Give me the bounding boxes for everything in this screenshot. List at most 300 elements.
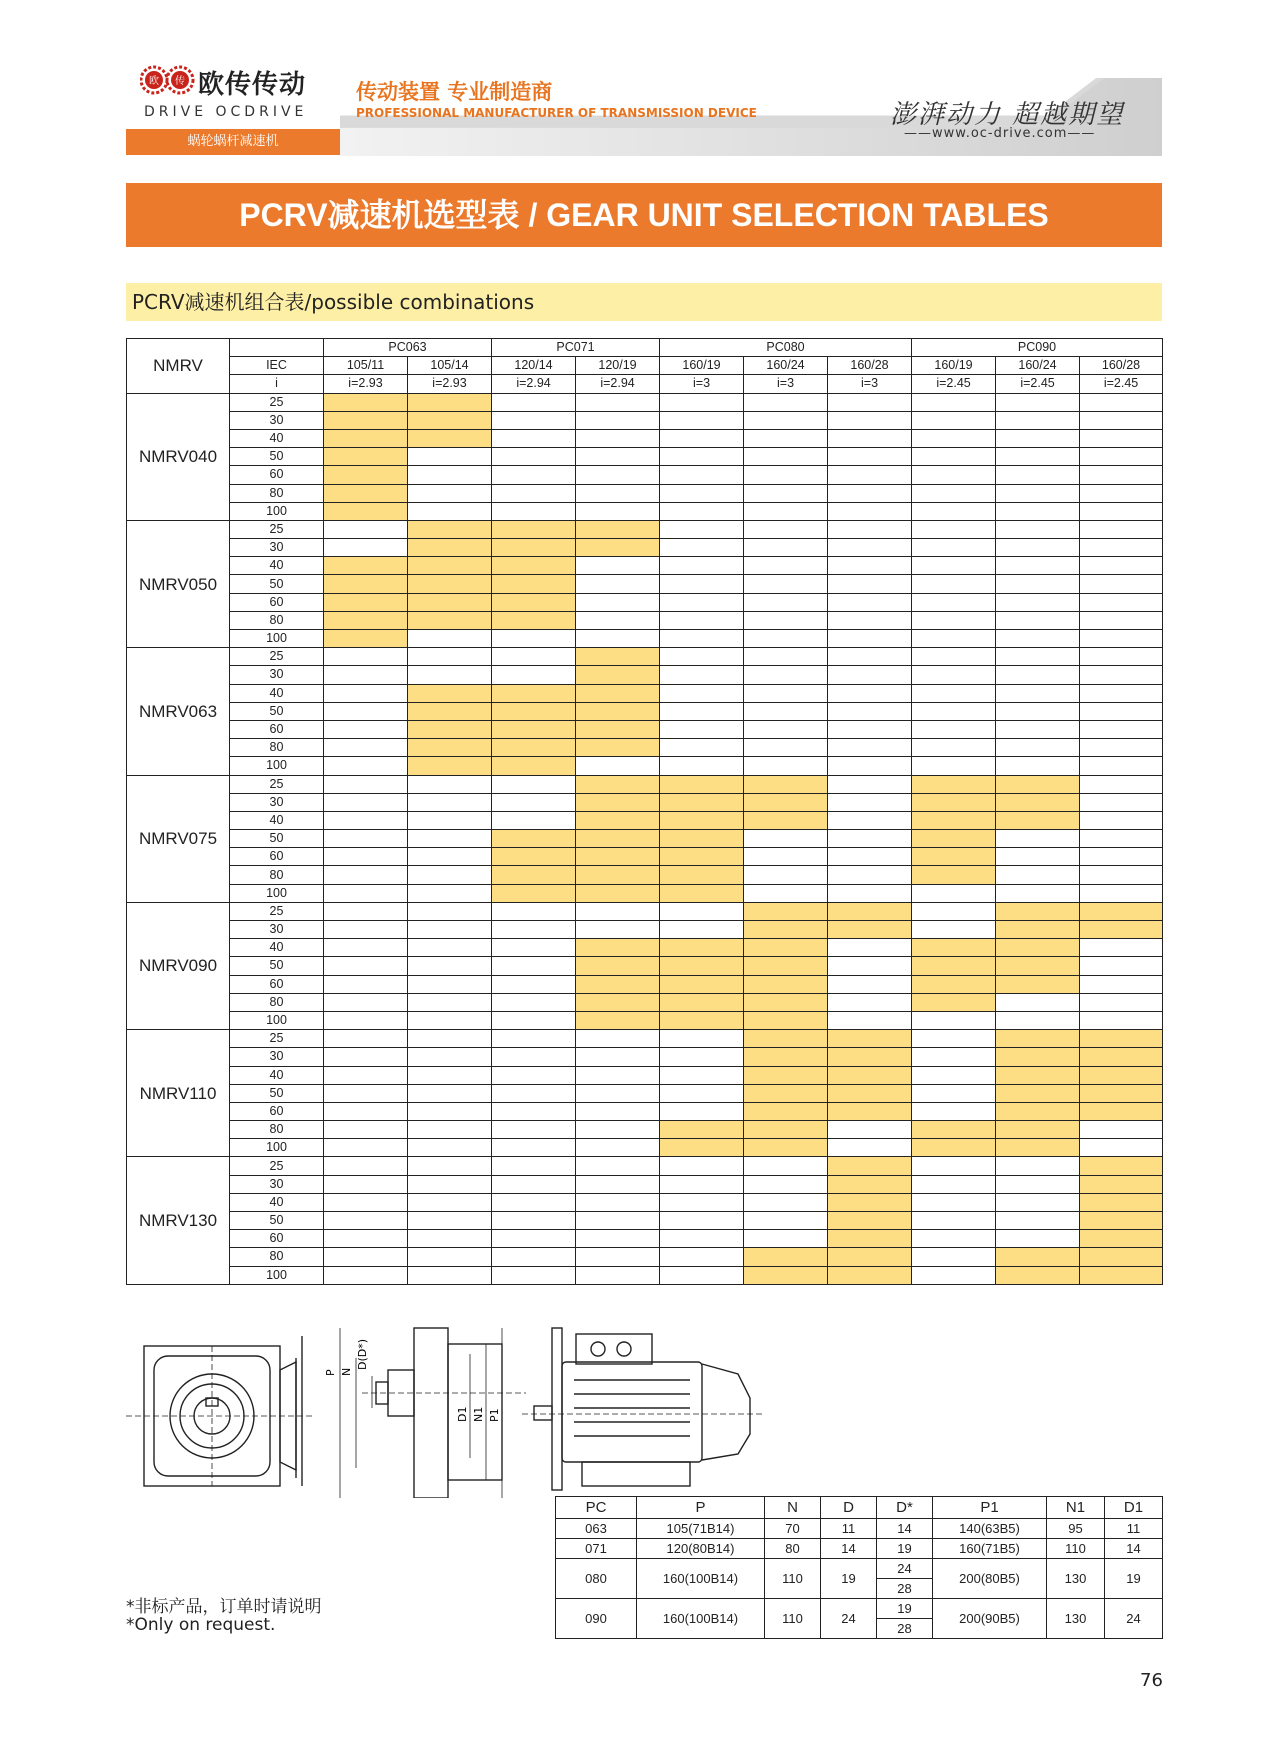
combo-cell-available bbox=[744, 1030, 828, 1048]
ratio-value: 40 bbox=[230, 684, 324, 702]
combo-cell-empty bbox=[744, 666, 828, 684]
combo-cell-empty bbox=[408, 666, 492, 684]
combo-cell-empty bbox=[324, 1030, 408, 1048]
combo-cell-empty bbox=[408, 1084, 492, 1102]
gear-ratio-header: i=3 bbox=[744, 375, 828, 393]
combo-cell-empty bbox=[660, 557, 744, 575]
combo-cell-empty bbox=[660, 739, 744, 757]
combo-cell-available bbox=[744, 975, 828, 993]
combo-cell-empty bbox=[996, 1175, 1080, 1193]
combo-cell-empty bbox=[492, 811, 576, 829]
section-subtitle: PCRV减速机组合表/possible combinations bbox=[126, 283, 1162, 321]
combo-cell-available bbox=[660, 939, 744, 957]
combo-cell-available bbox=[1080, 1175, 1163, 1193]
combo-cell-empty bbox=[660, 684, 744, 702]
combo-cell-available bbox=[912, 830, 996, 848]
combo-cell-available bbox=[576, 884, 660, 902]
combo-cell-empty bbox=[576, 1066, 660, 1084]
combo-cell-empty bbox=[660, 466, 744, 484]
table-row bbox=[127, 1066, 1163, 1084]
combo-cell-available bbox=[828, 1066, 912, 1084]
ratio-value: 80 bbox=[230, 484, 324, 502]
combo-cell-empty bbox=[492, 1048, 576, 1066]
tagline-en: PROFESSIONAL MANUFACTURER OF TRANSMISSION DEVICE bbox=[356, 106, 757, 120]
combo-cell-empty bbox=[912, 1248, 996, 1266]
iec-header: 160/24 bbox=[996, 357, 1080, 375]
combo-cell-available bbox=[576, 520, 660, 538]
combo-cell-empty bbox=[996, 557, 1080, 575]
combo-cell-empty bbox=[492, 957, 576, 975]
combo-cell-empty bbox=[1080, 848, 1163, 866]
model-name: NMRV075 bbox=[127, 775, 230, 902]
combo-cell-empty bbox=[324, 739, 408, 757]
combo-cell-available bbox=[324, 611, 408, 629]
combo-cell-empty bbox=[660, 666, 744, 684]
blank-cell bbox=[230, 339, 324, 357]
combo-cell-available bbox=[912, 848, 996, 866]
ratio-value: 60 bbox=[230, 848, 324, 866]
combo-cell-empty bbox=[996, 720, 1080, 738]
combo-cell-empty bbox=[408, 1248, 492, 1266]
combo-cell-empty bbox=[492, 1230, 576, 1248]
combo-cell-available bbox=[408, 575, 492, 593]
combo-cell-empty bbox=[912, 902, 996, 920]
combo-cell-empty bbox=[1080, 1121, 1163, 1139]
dims-cell-p1: 140(63B5) bbox=[933, 1519, 1047, 1539]
combo-cell-empty bbox=[408, 848, 492, 866]
combo-cell-available bbox=[744, 902, 828, 920]
ratio-value: 30 bbox=[230, 1175, 324, 1193]
ratio-value: 25 bbox=[230, 1157, 324, 1175]
combo-cell-empty bbox=[912, 1102, 996, 1120]
dims-cell-p: 120(80B14) bbox=[637, 1539, 765, 1559]
gearbox-front-drawing bbox=[126, 1336, 312, 1486]
combo-cell-available bbox=[996, 902, 1080, 920]
combo-cell-empty bbox=[576, 1266, 660, 1284]
combo-cell-available bbox=[576, 648, 660, 666]
ratio-value: 100 bbox=[230, 884, 324, 902]
combo-cell-empty bbox=[828, 884, 912, 902]
iec-label: IEC bbox=[230, 357, 324, 375]
table-row bbox=[127, 1011, 1163, 1029]
ratio-value: 50 bbox=[230, 702, 324, 720]
combo-cell-available bbox=[408, 557, 492, 575]
dims-header: D* bbox=[877, 1497, 933, 1519]
combo-cell-empty bbox=[996, 575, 1080, 593]
combo-cell-available bbox=[744, 811, 828, 829]
combo-cell-available bbox=[492, 866, 576, 884]
combo-cell-available bbox=[660, 1139, 744, 1157]
website: ——www.oc-drive.com—— bbox=[904, 126, 1096, 141]
combo-cell-empty bbox=[828, 775, 912, 793]
combo-cell-empty bbox=[1080, 648, 1163, 666]
combo-cell-available bbox=[828, 1084, 912, 1102]
combo-cell-available bbox=[408, 611, 492, 629]
group-header: PC080 bbox=[660, 339, 912, 357]
dims-cell-d1: 24 bbox=[1105, 1599, 1163, 1639]
combo-cell-empty bbox=[324, 1266, 408, 1284]
combo-cell-empty bbox=[408, 484, 492, 502]
combo-cell-available bbox=[576, 957, 660, 975]
combo-cell-empty bbox=[996, 739, 1080, 757]
table-row bbox=[127, 811, 1163, 829]
combo-cell-empty bbox=[828, 975, 912, 993]
combo-cell-empty bbox=[660, 902, 744, 920]
combo-cell-empty bbox=[408, 866, 492, 884]
combo-cell-available bbox=[996, 1248, 1080, 1266]
combo-cell-empty bbox=[744, 593, 828, 611]
combo-cell-empty bbox=[492, 1030, 576, 1048]
table-row bbox=[127, 848, 1163, 866]
ratio-value: 100 bbox=[230, 502, 324, 520]
combo-cell-empty bbox=[744, 539, 828, 557]
ratio-value: 25 bbox=[230, 648, 324, 666]
combo-cell-empty bbox=[408, 830, 492, 848]
combo-cell-available bbox=[660, 957, 744, 975]
combo-cell-available bbox=[576, 720, 660, 738]
dim-label-d1: D1 bbox=[456, 1406, 469, 1422]
combo-cell-empty bbox=[1080, 720, 1163, 738]
combo-cell-empty bbox=[576, 611, 660, 629]
combo-cell-empty bbox=[828, 630, 912, 648]
combo-cell-empty bbox=[1080, 684, 1163, 702]
dim-label-p: P bbox=[324, 1369, 337, 1376]
combo-cell-empty bbox=[1080, 575, 1163, 593]
combo-cell-empty bbox=[1080, 884, 1163, 902]
dims-header: N bbox=[765, 1497, 821, 1519]
combo-cell-empty bbox=[828, 666, 912, 684]
combo-cell-empty bbox=[828, 429, 912, 447]
combo-cell-available bbox=[576, 811, 660, 829]
combo-cell-empty bbox=[492, 1139, 576, 1157]
combo-cell-available bbox=[996, 1066, 1080, 1084]
combo-cell-empty bbox=[576, 502, 660, 520]
combo-cell-available bbox=[828, 1248, 912, 1266]
ratio-value: 30 bbox=[230, 539, 324, 557]
combo-cell-available bbox=[576, 684, 660, 702]
combo-cell-empty bbox=[912, 1230, 996, 1248]
combo-cell-available bbox=[1080, 1048, 1163, 1066]
combo-cell-empty bbox=[744, 1230, 828, 1248]
combo-cell-empty bbox=[912, 466, 996, 484]
combo-cell-empty bbox=[744, 575, 828, 593]
combo-cell-empty bbox=[492, 648, 576, 666]
iec-header: 160/28 bbox=[1080, 357, 1163, 375]
table-row bbox=[127, 939, 1163, 957]
combo-cell-empty bbox=[408, 939, 492, 957]
combo-cell-available bbox=[1080, 1102, 1163, 1120]
combo-cell-empty bbox=[324, 775, 408, 793]
combo-cell-empty bbox=[324, 1102, 408, 1120]
gear-ratio-header: i=2.93 bbox=[408, 375, 492, 393]
combo-cell-available bbox=[492, 611, 576, 629]
combo-cell-empty bbox=[912, 520, 996, 538]
ratio-value: 60 bbox=[230, 720, 324, 738]
page-title: PCRV减速机选型表 / GEAR UNIT SELECTION TABLES bbox=[126, 183, 1162, 247]
ratio-value: 40 bbox=[230, 811, 324, 829]
combo-cell-empty bbox=[996, 993, 1080, 1011]
combo-cell-empty bbox=[492, 466, 576, 484]
combo-cell-empty bbox=[912, 1212, 996, 1230]
model-name: NMRV130 bbox=[127, 1157, 230, 1284]
combo-cell-empty bbox=[576, 466, 660, 484]
table-row bbox=[127, 1102, 1163, 1120]
model-name: NMRV040 bbox=[127, 393, 230, 520]
combo-cell-empty bbox=[744, 702, 828, 720]
combo-cell-empty bbox=[1080, 1011, 1163, 1029]
table-row bbox=[127, 411, 1163, 429]
iec-header: 160/28 bbox=[828, 357, 912, 375]
combo-cell-empty bbox=[660, 575, 744, 593]
combo-cell-empty bbox=[828, 1139, 912, 1157]
combo-cell-available bbox=[324, 411, 408, 429]
table-row bbox=[127, 1230, 1163, 1248]
dims-cell-pc: 063 bbox=[556, 1519, 637, 1539]
combo-cell-empty bbox=[1080, 539, 1163, 557]
combo-cell-empty bbox=[912, 611, 996, 629]
combo-cell-empty bbox=[492, 921, 576, 939]
combo-cell-empty bbox=[324, 1157, 408, 1175]
dim-label-p1: P1 bbox=[488, 1408, 501, 1422]
combo-cell-available bbox=[576, 666, 660, 684]
ratio-value: 40 bbox=[230, 429, 324, 447]
combo-cell-available bbox=[324, 466, 408, 484]
combo-cell-empty bbox=[912, 1157, 996, 1175]
combo-cell-empty bbox=[576, 1139, 660, 1157]
combo-cell-available bbox=[828, 1266, 912, 1284]
combo-cell-empty bbox=[912, 502, 996, 520]
ratio-value: 80 bbox=[230, 739, 324, 757]
model-name: NMRV063 bbox=[127, 648, 230, 775]
combo-cell-empty bbox=[576, 757, 660, 775]
combo-cell-empty bbox=[408, 1102, 492, 1120]
dim-label-d: D(D*) bbox=[356, 1338, 369, 1370]
table-row bbox=[556, 1599, 1163, 1619]
table-row bbox=[127, 557, 1163, 575]
combo-cell-empty bbox=[912, 411, 996, 429]
combo-cell-available bbox=[408, 593, 492, 611]
combo-cell-available bbox=[324, 429, 408, 447]
combo-cell-empty bbox=[324, 702, 408, 720]
combo-cell-available bbox=[576, 793, 660, 811]
combo-cell-available bbox=[996, 811, 1080, 829]
combo-cell-empty bbox=[1080, 393, 1163, 411]
combo-cell-empty bbox=[912, 1048, 996, 1066]
combo-cell-available bbox=[576, 1011, 660, 1029]
combo-cell-empty bbox=[912, 630, 996, 648]
combo-cell-available bbox=[744, 793, 828, 811]
combo-cell-empty bbox=[996, 411, 1080, 429]
combo-cell-available bbox=[324, 593, 408, 611]
combo-cell-empty bbox=[744, 484, 828, 502]
combo-cell-available bbox=[408, 429, 492, 447]
combo-cell-available bbox=[828, 1030, 912, 1048]
note-en: *Only on request. bbox=[126, 1615, 276, 1635]
combo-cell-empty bbox=[324, 1212, 408, 1230]
combo-cell-empty bbox=[660, 921, 744, 939]
combo-cell-available bbox=[492, 520, 576, 538]
combo-cell-empty bbox=[1080, 630, 1163, 648]
table-row bbox=[127, 739, 1163, 757]
combo-cell-empty bbox=[660, 1066, 744, 1084]
combo-cell-available bbox=[660, 866, 744, 884]
combo-cell-available bbox=[912, 811, 996, 829]
combo-cell-empty bbox=[576, 575, 660, 593]
combo-cell-empty bbox=[744, 684, 828, 702]
dims-header: D bbox=[821, 1497, 877, 1519]
combo-cell-available bbox=[744, 1084, 828, 1102]
dims-header: P1 bbox=[933, 1497, 1047, 1519]
combo-cell-empty bbox=[324, 848, 408, 866]
combo-cell-available bbox=[912, 775, 996, 793]
table-row bbox=[127, 830, 1163, 848]
combo-cell-available bbox=[996, 1266, 1080, 1284]
combo-cell-empty bbox=[492, 411, 576, 429]
combo-cell-empty bbox=[576, 1084, 660, 1102]
combo-cell-empty bbox=[408, 775, 492, 793]
combo-cell-empty bbox=[576, 1230, 660, 1248]
dims-cell-n: 110 bbox=[765, 1559, 821, 1599]
combo-cell-empty bbox=[744, 1175, 828, 1193]
combo-cell-empty bbox=[660, 429, 744, 447]
combo-cell-empty bbox=[1080, 993, 1163, 1011]
ratio-value: 80 bbox=[230, 611, 324, 629]
combo-cell-empty bbox=[744, 502, 828, 520]
combo-cell-available bbox=[324, 448, 408, 466]
combo-cell-empty bbox=[828, 739, 912, 757]
combo-cell-available bbox=[660, 975, 744, 993]
combo-cell-available bbox=[1080, 1084, 1163, 1102]
combo-cell-available bbox=[744, 775, 828, 793]
combo-cell-empty bbox=[744, 1212, 828, 1230]
combo-cell-available bbox=[324, 484, 408, 502]
combo-cell-empty bbox=[912, 921, 996, 939]
dims-cell-n: 70 bbox=[765, 1519, 821, 1539]
combo-cell-available bbox=[492, 539, 576, 557]
ratio-value: 60 bbox=[230, 1230, 324, 1248]
dims-cell-d1: 11 bbox=[1105, 1519, 1163, 1539]
motor-drawing bbox=[522, 1328, 762, 1490]
combo-cell-available bbox=[1080, 1230, 1163, 1248]
combo-cell-empty bbox=[828, 611, 912, 629]
combo-cell-empty bbox=[576, 902, 660, 920]
brand-name-en: DRIVE OCDRIVE bbox=[144, 104, 308, 120]
combo-cell-empty bbox=[1080, 520, 1163, 538]
combo-cell-empty bbox=[408, 1048, 492, 1066]
combo-cell-empty bbox=[912, 1011, 996, 1029]
combo-cell-empty bbox=[996, 1157, 1080, 1175]
combo-cell-empty bbox=[324, 921, 408, 939]
combo-cell-empty bbox=[912, 757, 996, 775]
table-row bbox=[127, 775, 1163, 793]
combo-cell-available bbox=[828, 921, 912, 939]
combo-cell-empty bbox=[324, 866, 408, 884]
table-row bbox=[556, 1519, 1163, 1539]
combo-cell-empty bbox=[408, 1066, 492, 1084]
combo-cell-empty bbox=[912, 429, 996, 447]
note-cn: *非标产品，订单时请说明 bbox=[126, 1597, 322, 1617]
model-name: NMRV110 bbox=[127, 1030, 230, 1157]
ratio-value: 100 bbox=[230, 630, 324, 648]
combo-cell-available bbox=[576, 539, 660, 557]
table-row bbox=[127, 1193, 1163, 1211]
combo-cell-available bbox=[912, 957, 996, 975]
combo-cell-empty bbox=[576, 1030, 660, 1048]
combo-cell-empty bbox=[828, 830, 912, 848]
combo-cell-empty bbox=[576, 1193, 660, 1211]
combo-cell-empty bbox=[1080, 666, 1163, 684]
combo-cell-empty bbox=[1080, 702, 1163, 720]
ratio-value: 25 bbox=[230, 393, 324, 411]
combo-cell-empty bbox=[996, 484, 1080, 502]
combo-cell-empty bbox=[996, 593, 1080, 611]
combo-cell-empty bbox=[912, 1193, 996, 1211]
iec-header: 105/11 bbox=[324, 357, 408, 375]
combo-cell-empty bbox=[912, 666, 996, 684]
combo-cell-available bbox=[492, 684, 576, 702]
combo-cell-empty bbox=[492, 939, 576, 957]
combo-cell-empty bbox=[660, 1266, 744, 1284]
combo-cell-empty bbox=[492, 1266, 576, 1284]
combo-cell-empty bbox=[912, 684, 996, 702]
combo-cell-empty bbox=[996, 539, 1080, 557]
ratio-value: 40 bbox=[230, 939, 324, 957]
combination-table bbox=[126, 338, 1163, 1285]
ratio-value: 60 bbox=[230, 466, 324, 484]
table-row bbox=[556, 1539, 1163, 1559]
combo-cell-empty bbox=[996, 429, 1080, 447]
combo-cell-available bbox=[408, 702, 492, 720]
combo-cell-empty bbox=[660, 1193, 744, 1211]
combo-cell-empty bbox=[828, 466, 912, 484]
combo-cell-empty bbox=[660, 630, 744, 648]
ratio-value: 30 bbox=[230, 793, 324, 811]
combo-cell-empty bbox=[576, 448, 660, 466]
combo-cell-available bbox=[492, 720, 576, 738]
dims-header: D1 bbox=[1105, 1497, 1163, 1519]
combo-cell-available bbox=[324, 502, 408, 520]
combo-cell-empty bbox=[408, 1011, 492, 1029]
combo-cell-empty bbox=[828, 684, 912, 702]
table-row bbox=[127, 921, 1163, 939]
combo-cell-available bbox=[1080, 1248, 1163, 1266]
combo-cell-empty bbox=[660, 1175, 744, 1193]
ratio-value: 25 bbox=[230, 902, 324, 920]
dims-cell-dstar: 14 bbox=[877, 1519, 933, 1539]
combo-cell-empty bbox=[660, 593, 744, 611]
combo-cell-available bbox=[576, 866, 660, 884]
combo-cell-available bbox=[1080, 1266, 1163, 1284]
combo-cell-empty bbox=[996, 611, 1080, 629]
combo-cell-available bbox=[408, 520, 492, 538]
combo-cell-empty bbox=[324, 1248, 408, 1266]
table-row bbox=[127, 957, 1163, 975]
combo-cell-available bbox=[1080, 1193, 1163, 1211]
combo-cell-available bbox=[660, 830, 744, 848]
combo-cell-empty bbox=[660, 411, 744, 429]
gear-ratio-header: i=2.45 bbox=[996, 375, 1080, 393]
combo-cell-available bbox=[744, 1011, 828, 1029]
dims-cell-n: 80 bbox=[765, 1539, 821, 1559]
combo-cell-available bbox=[492, 739, 576, 757]
combo-cell-empty bbox=[996, 684, 1080, 702]
table-row bbox=[127, 502, 1163, 520]
combo-cell-available bbox=[576, 830, 660, 848]
combo-cell-empty bbox=[1080, 739, 1163, 757]
adapter-side-drawing bbox=[324, 1328, 526, 1498]
ratio-value: 30 bbox=[230, 1048, 324, 1066]
combo-cell-available bbox=[996, 1084, 1080, 1102]
